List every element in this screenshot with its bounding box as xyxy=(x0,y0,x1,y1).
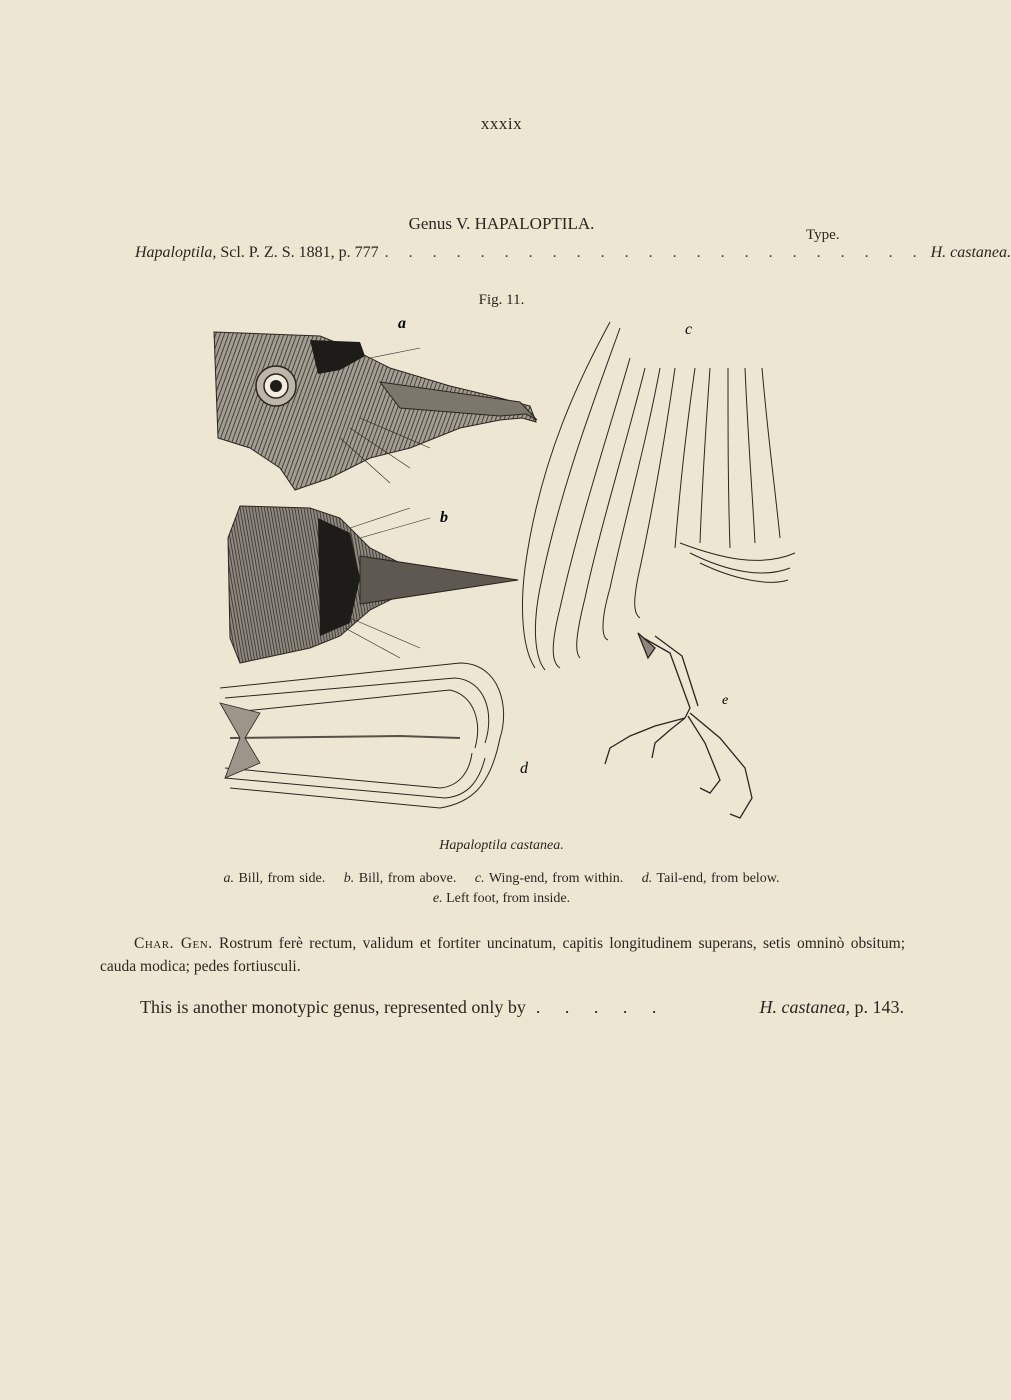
reference-citation: Scl. P. Z. S. 1881, p. 777 xyxy=(220,244,379,261)
reference-leader: . . . . . . . . . . . . . . . . . . . . . . . xyxy=(384,244,925,261)
foot-drawing xyxy=(605,633,752,818)
caption-text-b: Bill, from above. xyxy=(358,871,457,886)
figure-letter-c: c xyxy=(685,321,693,338)
generic-characters-paragraph xyxy=(100,932,905,978)
wing-end-drawing xyxy=(522,322,795,670)
caption-letter-e: e. xyxy=(432,891,443,906)
caption-letter-d: d. xyxy=(641,871,653,886)
char-gen-label: Char. Gen. xyxy=(134,935,213,952)
genus-heading: Genus V. HAPALOPTILA. xyxy=(408,214,595,233)
figure-letter-d: d xyxy=(520,760,528,777)
caption-text-d: Tail-end, from below. xyxy=(656,871,780,886)
figure-label: Fig. 11. xyxy=(478,292,525,308)
note-species: H. castanea, xyxy=(759,997,850,1017)
note-text: This is another monotypic genus, represented only by xyxy=(140,997,526,1017)
note-leader: . . . . . xyxy=(535,997,667,1017)
char-gen-text: Rostrum ferè rectum, validum et fortiter uncinatum, capitis longitudinem superans, setis omninò obsitum; cauda modica; pedes fortiusculi. xyxy=(100,935,906,975)
figure-caption-title: Hapaloptila castanea. xyxy=(439,838,564,853)
figure-letter-a: a xyxy=(398,315,406,332)
caption-letter-a: a. xyxy=(223,871,234,886)
reference-type-species: H. castanea. xyxy=(930,244,1011,261)
figure-caption-line xyxy=(0,871,1003,887)
note-page-ref: p. 143. xyxy=(854,997,904,1017)
caption-text-c: Wing-end, from within. xyxy=(488,871,624,886)
species-note xyxy=(140,997,904,1018)
genus-reference xyxy=(135,244,1011,262)
figure-letter-b: b xyxy=(440,509,448,526)
head-above-drawing xyxy=(228,506,518,663)
caption-letter-b: b. xyxy=(343,871,355,886)
reference-genus-name: Hapaloptila, xyxy=(135,244,217,261)
page-number: xxxix xyxy=(480,114,523,133)
figure-letter-e: e xyxy=(722,693,729,708)
caption-text-e: Left foot, from inside. xyxy=(446,891,571,906)
figure-caption-line xyxy=(0,891,1003,907)
tail-end-drawing xyxy=(220,663,504,808)
caption-letter-c: c. xyxy=(474,871,485,886)
type-column-label: Type. xyxy=(806,227,840,243)
head-side-drawing xyxy=(214,332,537,490)
figure-illustration xyxy=(200,315,810,828)
caption-text-a: Bill, from side. xyxy=(238,871,326,886)
